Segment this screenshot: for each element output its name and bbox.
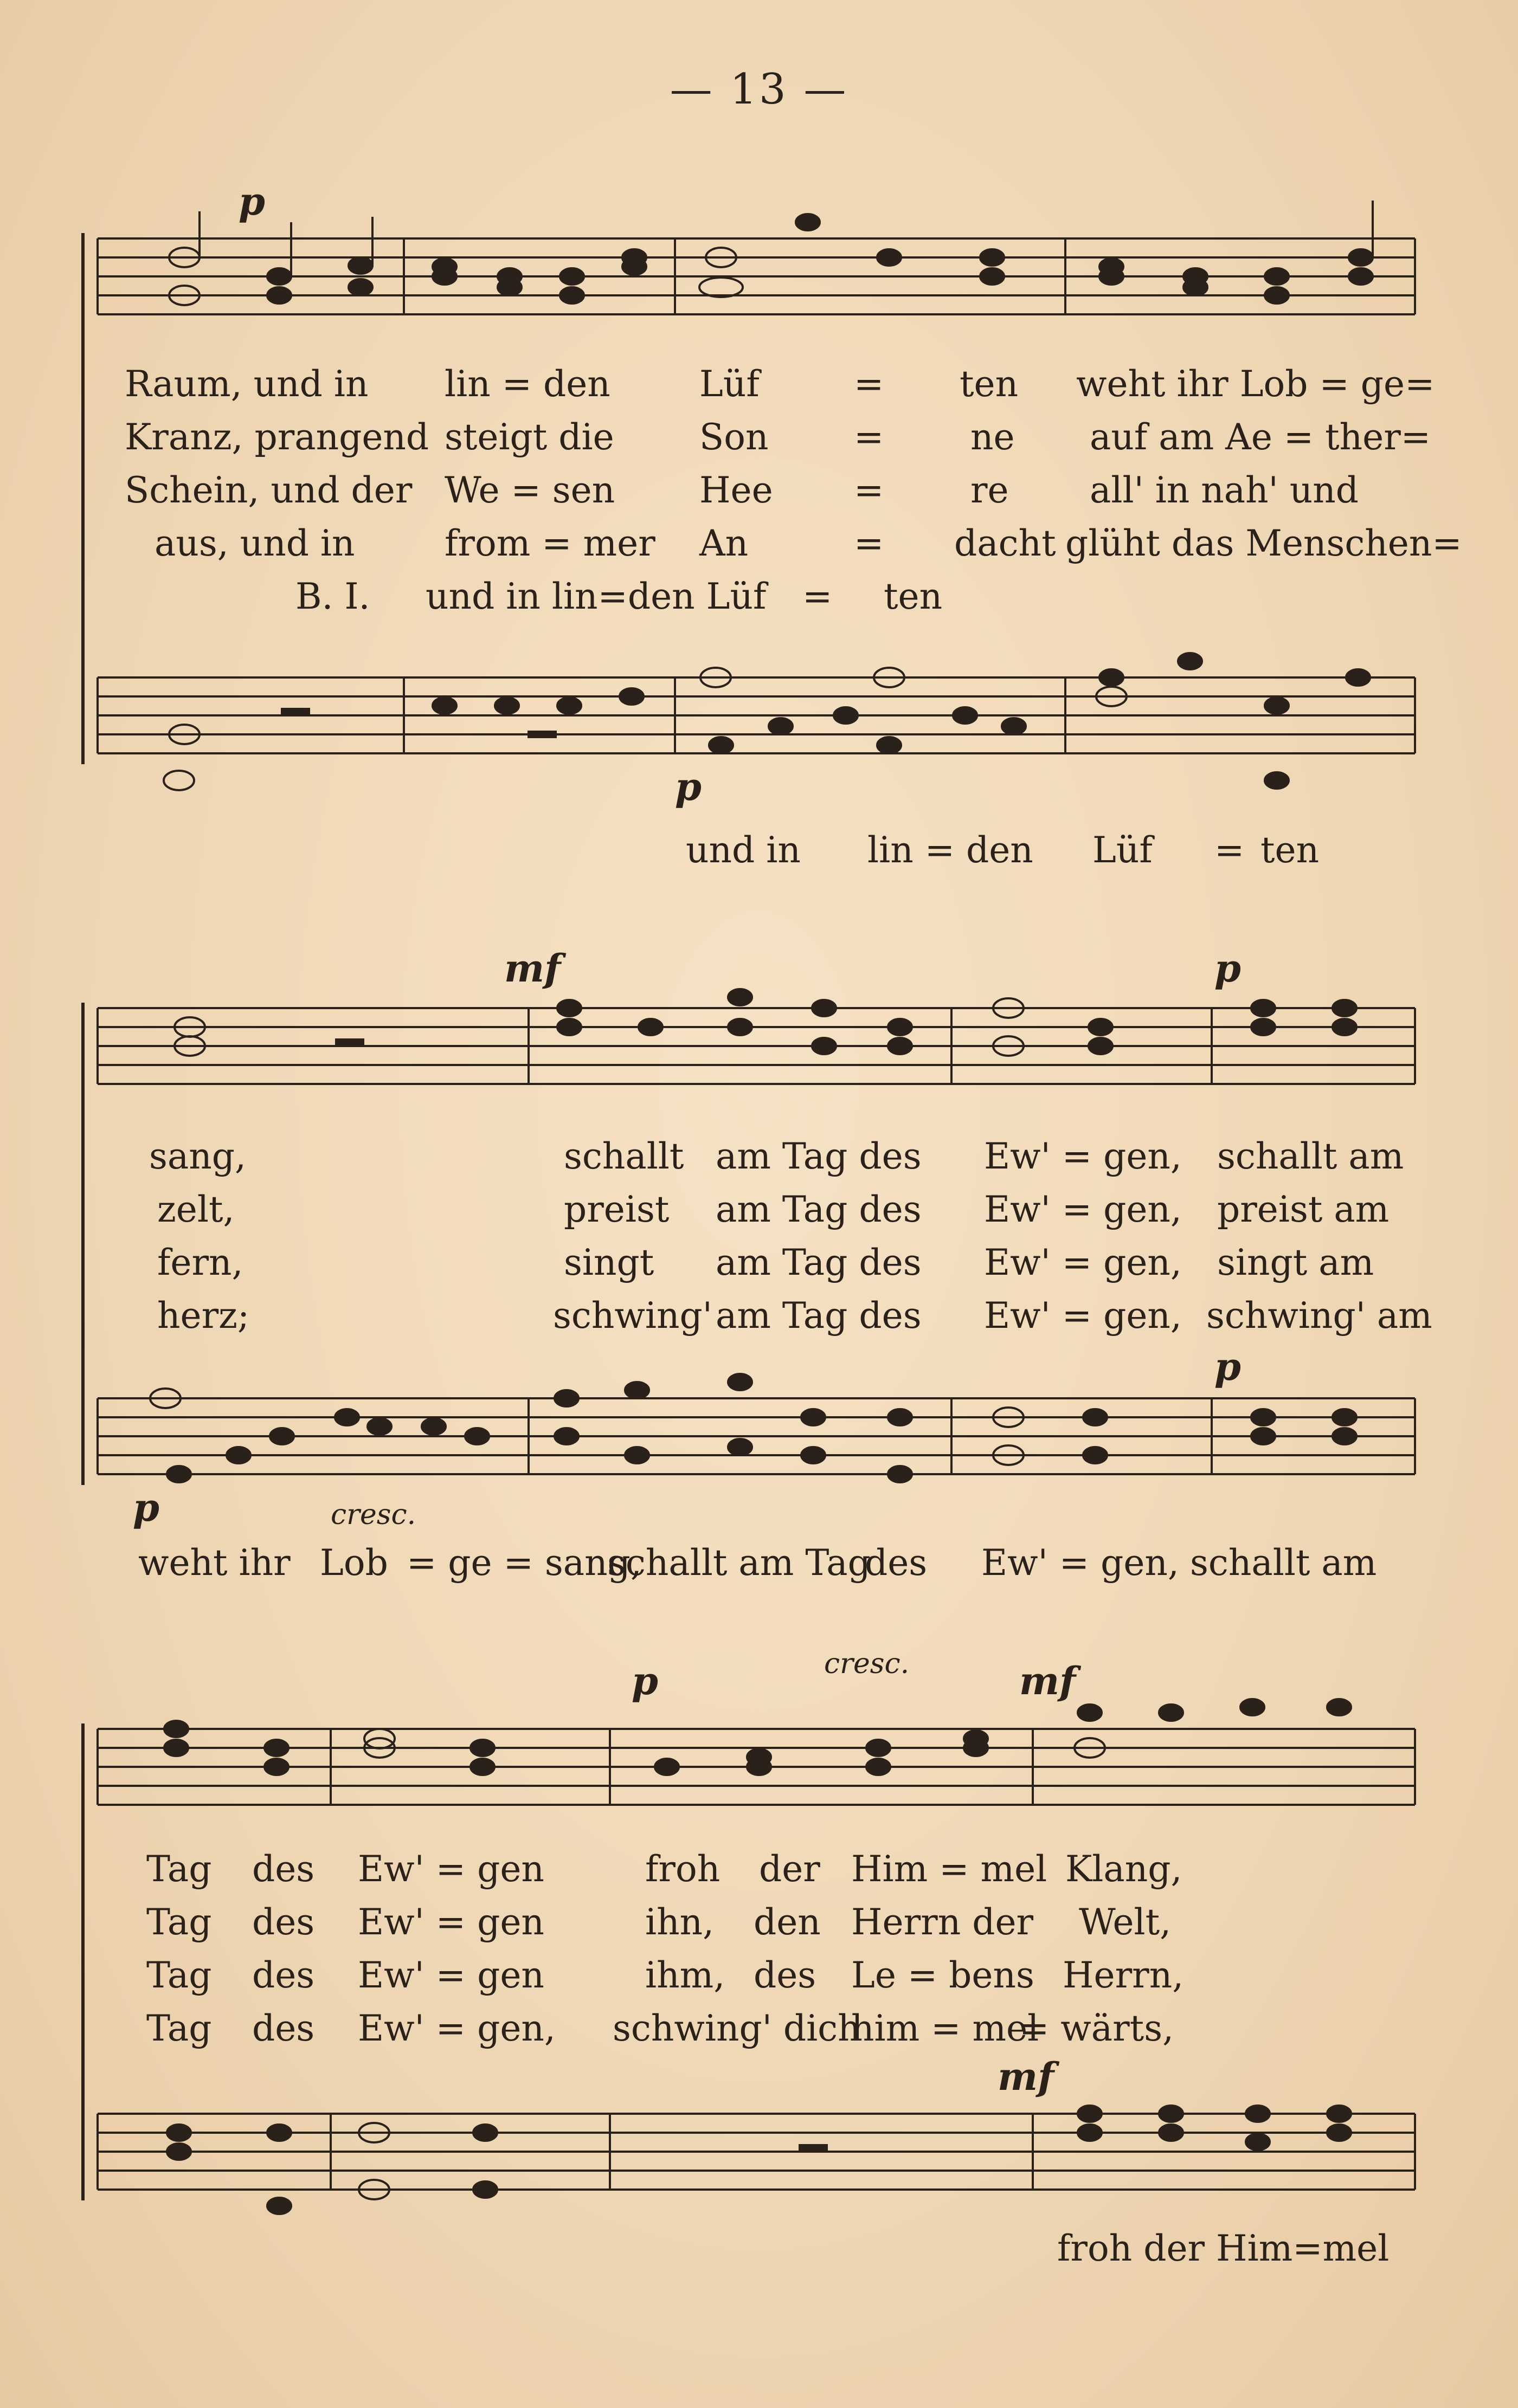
- lyric: schallt am Tag: [607, 1542, 871, 1584]
- lyric: lin = den: [445, 363, 610, 405]
- lyric: am Tag des: [716, 1189, 922, 1230]
- lyric: Welt,: [1079, 1901, 1172, 1943]
- bass-lyrics-row: [0, 1542, 1518, 1591]
- lyric: Kranz, prangend: [125, 416, 429, 458]
- lyric: des: [252, 1848, 315, 1890]
- lyric: Ew' = gen,: [981, 1542, 1179, 1584]
- dynamic-p: p: [675, 764, 702, 809]
- system2-brace: [81, 1003, 95, 1485]
- lyric: am Tag des: [716, 1242, 922, 1283]
- system2-lower-staff: [0, 1393, 1518, 1485]
- lyric: singt: [564, 1242, 654, 1283]
- lyric: Tag: [146, 1848, 212, 1890]
- lyric: Raum, und in: [125, 363, 369, 405]
- lyric: aus, und in: [155, 522, 355, 564]
- lyric: Ew' = gen,: [984, 1189, 1182, 1230]
- lyric: Ew' = gen: [358, 1848, 544, 1890]
- lyric: Ew' = gen,: [984, 1295, 1182, 1337]
- verse-row: [0, 416, 1518, 465]
- lyric: froh der Him=mel: [1057, 2228, 1390, 2269]
- system3-lower-staff: [0, 2108, 1518, 2200]
- page-number: — 13 —: [670, 65, 848, 114]
- lyric: ne: [970, 416, 1015, 458]
- lyric: und in lin=den Lüf: [426, 576, 767, 617]
- lyric: schallt: [564, 1135, 684, 1177]
- verse-row: [0, 2007, 1518, 2056]
- lyric: =: [854, 522, 884, 564]
- system3-upper-staff: [0, 1723, 1518, 1816]
- lyric: =: [854, 469, 884, 511]
- lyric: Lüf: [699, 363, 760, 405]
- verse-row: [0, 1295, 1518, 1344]
- lyric: Tag: [146, 1954, 212, 1996]
- lyric: Ew' = gen,: [984, 1135, 1182, 1177]
- lyric: Lüf: [1092, 829, 1153, 871]
- bass-lyrics-row: [0, 829, 1518, 878]
- lyric: lin = den: [867, 829, 1033, 871]
- lyric: = ge = sang,: [407, 1542, 642, 1584]
- lyric: sang,: [149, 1135, 246, 1177]
- lyric: Tag: [146, 1901, 212, 1943]
- lyric: Herrn,: [1063, 1954, 1184, 1996]
- lyric: re: [970, 469, 1009, 511]
- lyric: weht ihr: [138, 1542, 291, 1584]
- system2-upper-staff: [0, 1003, 1518, 1095]
- lyric: Ew' = gen: [358, 1901, 544, 1943]
- lyric: schwing' dich: [613, 2007, 861, 2049]
- lyric: We = sen: [445, 469, 615, 511]
- lyric: = wärts,: [1019, 2007, 1174, 2049]
- lyric: am Tag des: [716, 1135, 922, 1177]
- lyric: schwing' am: [1206, 1295, 1432, 1337]
- lyric: ten: [960, 363, 1019, 405]
- lyric: am Tag des: [716, 1295, 922, 1337]
- lyric: schwing': [553, 1295, 712, 1337]
- verse-row: [0, 469, 1518, 518]
- lyric: fern,: [157, 1242, 243, 1283]
- lyric: steigt die: [445, 416, 614, 458]
- lyric: from = mer: [445, 522, 655, 564]
- lyric: schallt am: [1217, 1135, 1404, 1177]
- cresc-marking: cresc.: [331, 1499, 416, 1531]
- lyric: =: [1214, 829, 1245, 871]
- lyric: des: [252, 1901, 315, 1943]
- system1-brace: [81, 233, 95, 764]
- lyric: der: [759, 1848, 820, 1890]
- lyric: Lob: [320, 1542, 388, 1584]
- verse-row: [0, 522, 1518, 571]
- system1-upper-staff: [0, 233, 1518, 325]
- system1-lower-staff: [0, 672, 1518, 764]
- verse-row: [0, 1242, 1518, 1290]
- lyric: dacht: [954, 522, 1056, 564]
- lyric: den: [754, 1901, 821, 1943]
- dynamic-p: p: [133, 1485, 159, 1530]
- voice-label: B. I.: [295, 576, 370, 617]
- lyric: ihn,: [645, 1901, 715, 1943]
- lyric: Ew' = gen: [358, 1954, 544, 1996]
- lyric: =: [854, 363, 884, 405]
- verse-row: [0, 1189, 1518, 1237]
- lyric: weht ihr Lob = ge=: [1076, 363, 1435, 405]
- dynamic-p: p: [1214, 946, 1241, 991]
- lyric: Herrn der: [851, 1901, 1034, 1943]
- lyric: Ew' = gen,: [358, 2007, 556, 2049]
- lyric: des: [754, 1954, 816, 1996]
- lyric: =: [854, 416, 884, 458]
- lyric: him = mel: [851, 2007, 1039, 2049]
- lyric: zelt,: [157, 1189, 235, 1230]
- lyric: froh: [645, 1848, 721, 1890]
- lyric: des: [252, 1954, 315, 1996]
- lyric: Klang,: [1065, 1848, 1182, 1890]
- dynamic-p: p: [1214, 1344, 1241, 1389]
- lyric: ihm,: [645, 1954, 725, 1996]
- verse-row: [0, 1848, 1518, 1897]
- dynamic-mf: mf: [1019, 1658, 1076, 1703]
- lyric: Le = bens: [851, 1954, 1034, 1996]
- dynamic-mf: mf: [998, 2054, 1054, 2099]
- verse-row: [0, 1954, 1518, 2003]
- lyric: des: [865, 1542, 928, 1584]
- lyric: Hee: [699, 469, 773, 511]
- lyric: Schein, und der: [125, 469, 413, 511]
- lyric: An: [699, 522, 749, 564]
- cresc-marking: cresc.: [824, 1648, 910, 1680]
- lyric: Ew' = gen,: [984, 1242, 1182, 1283]
- lyric: auf am Ae = ther=: [1090, 416, 1431, 458]
- lyric: preist: [564, 1189, 670, 1230]
- lyric: singt am: [1217, 1242, 1374, 1283]
- verse-row: [0, 363, 1518, 412]
- system3-brace: [81, 1723, 95, 2200]
- verse-row: [0, 1901, 1518, 1950]
- lyric: ten: [884, 576, 943, 617]
- dynamic-p: p: [239, 179, 265, 224]
- bass-lyrics-row: [0, 2228, 1518, 2276]
- lyric: ten: [1260, 829, 1320, 871]
- lyric: herz;: [157, 1295, 250, 1337]
- lyric: schallt am: [1190, 1542, 1377, 1584]
- dynamic-p: p: [632, 1658, 658, 1703]
- lyric: des: [252, 2007, 315, 2049]
- lyric: all' in nah' und: [1090, 469, 1359, 511]
- lyric: glüht das Menschen=: [1065, 522, 1462, 564]
- lyric: Tag: [146, 2007, 212, 2049]
- verse-row: [0, 1135, 1518, 1184]
- b1-row: [0, 576, 1518, 624]
- lyric: Him = mel: [851, 1848, 1047, 1890]
- dynamic-mf: mf: [504, 946, 561, 991]
- lyric: preist am: [1217, 1189, 1390, 1230]
- lyric: Son: [699, 416, 769, 458]
- lyric: =: [802, 576, 833, 617]
- lyric: und in: [686, 829, 801, 871]
